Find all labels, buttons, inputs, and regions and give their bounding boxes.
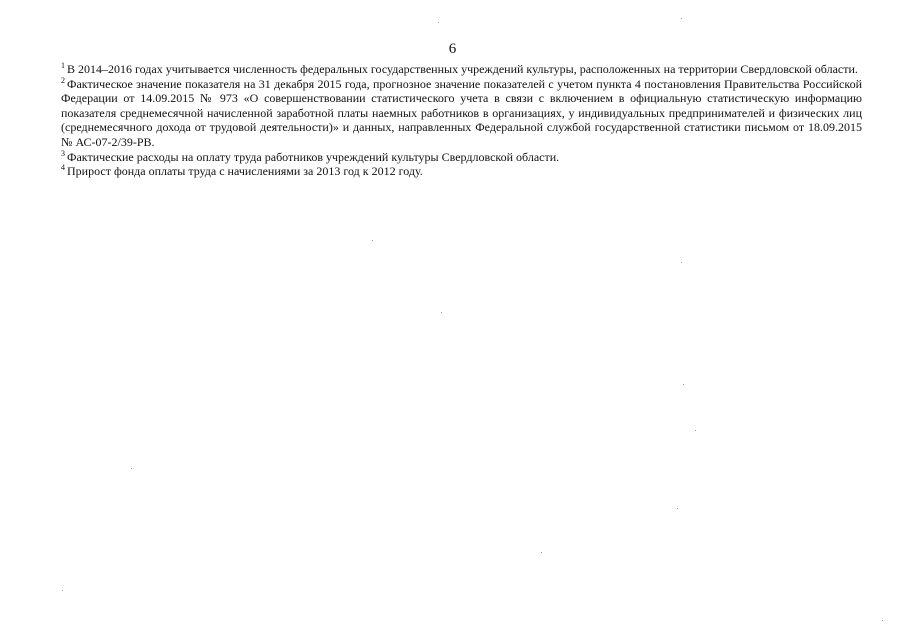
scan-speck	[131, 468, 132, 469]
page-number: 6	[448, 41, 457, 57]
footnote-text: Фактические расходы на оплату труда работников учреждений культуры Свердловской области.	[67, 149, 560, 164]
scan-speck	[541, 552, 542, 553]
footnote-mark: 4	[61, 163, 65, 173]
footnote-text: Прирост фонда оплаты труда с начислениями за 2013 год к 2012 году.	[67, 164, 423, 179]
footnote-mark: 3	[61, 148, 65, 158]
scan-speck	[441, 312, 442, 313]
footnote-mark: 1	[61, 61, 65, 70]
scan-speck	[882, 620, 883, 621]
footnote-2	[61, 77, 862, 150]
scan-speck	[681, 18, 682, 19]
footnote-text: В 2014–2016 годах учитывается численность федеральных государственных учреждений культуры, расположенных на территории Свердловской области.	[67, 62, 858, 76]
scan-speck	[677, 508, 678, 509]
scan-speck	[695, 430, 696, 431]
footnote-mark: 2	[61, 75, 65, 85]
scan-speck	[681, 262, 682, 263]
footnote-3	[61, 150, 862, 165]
footnote-1	[61, 62, 862, 77]
scan-speck	[683, 384, 684, 385]
footnote-text: Фактическое значение показателя на 31 декабря 2015 года, прогнозное значение показателей с учетом пункта 4 постановления Правительства Российской Федерации от 14.09.2015 № 973 «О совершенствовании статистического учета в связи с включением в официальную статистическую информацию показателя среднемесячной начисленной заработной платы наемных работников в организациях, у индивидуальных предпринимателей и физических лиц (среднемесячного дохода от трудовой деятельности)» и данных, направленных Федеральной службой государственной статистики письмом от 18.09.2015 № АС-07-2/39-РВ.	[61, 76, 862, 149]
scan-speck	[62, 590, 63, 591]
footnote-4	[61, 164, 862, 179]
footnotes-section	[61, 62, 862, 179]
scan-speck	[438, 22, 439, 23]
scan-speck	[372, 240, 373, 241]
